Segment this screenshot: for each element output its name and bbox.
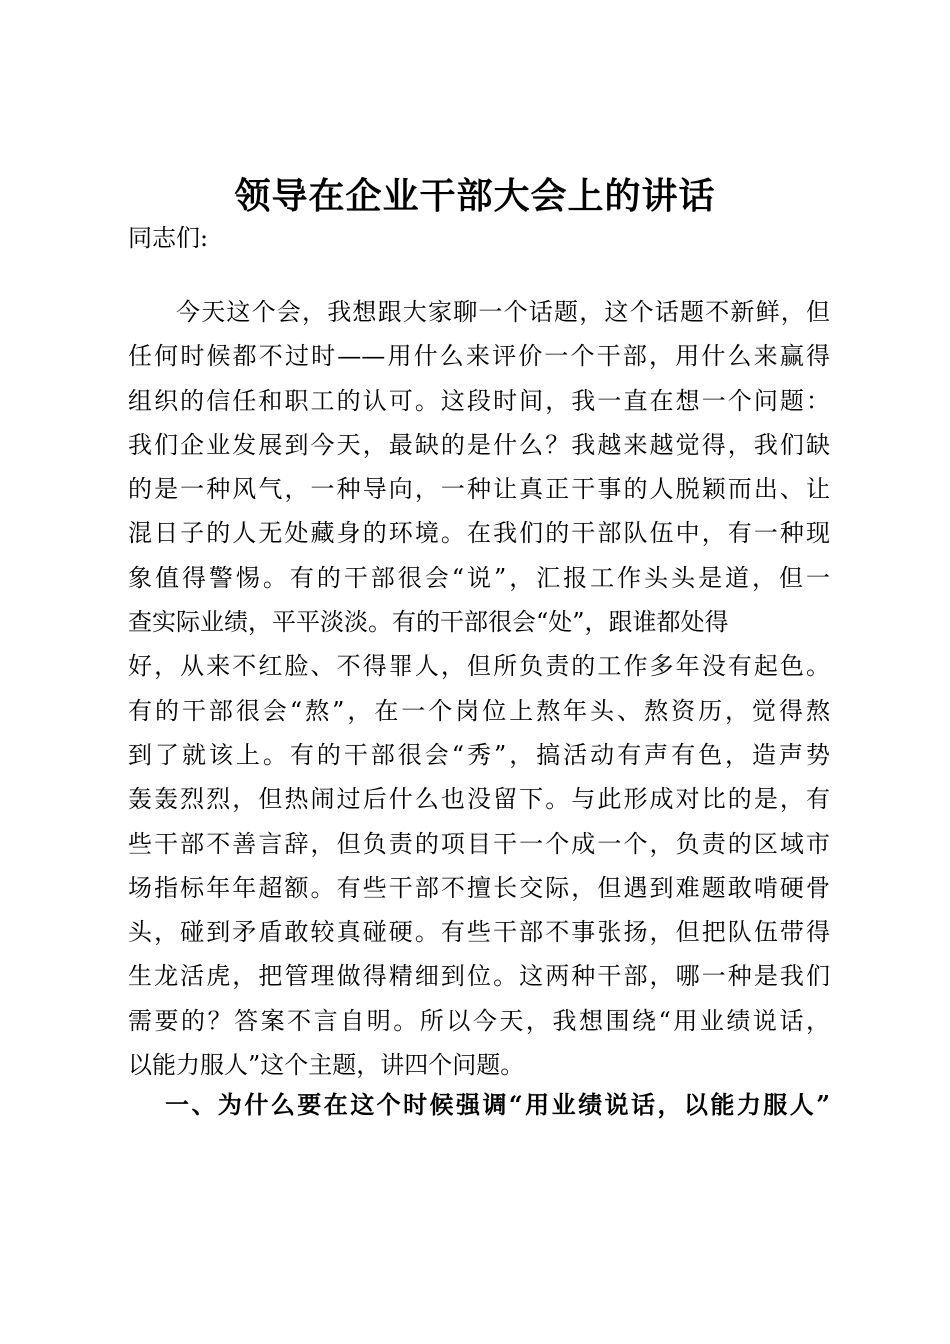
salutation: 同志们: <box>128 224 209 252</box>
paragraph-line: 任何时候都不过时——用什么来评价一个干部，用什么来赢得 <box>128 342 830 371</box>
paragraph-line: 查实际业绩，平平淡淡。有的干部很会“处”，跟谁都处得 <box>128 608 729 637</box>
document-title: 领导在企业干部大会上的讲话 <box>234 175 716 217</box>
paragraph-line: 轰轰烈烈，但热闹过后什么也没留下。与此形成对比的是，有 <box>128 785 830 814</box>
paragraph-line: 组织的信任和职工的认可。这段时间，我一直在想一个问题： <box>128 386 830 415</box>
paragraph-line: 象值得警惕。有的干部很会“说”，汇报工作头头是道，但一 <box>128 563 830 592</box>
paragraph-line: 有的干部很会“熬”，在一个岗位上熬年头、熬资历，觉得熬 <box>128 696 830 725</box>
section-heading: 一、为什么要在这个时候强调“用业绩说话，以能力服人” <box>165 1090 830 1119</box>
paragraph-line: 到了就该上。有的干部很会“秀”，搞活动有声有色，造声势 <box>128 740 830 769</box>
paragraph-line: 混日子的人无处藏身的环境。在我们的干部队伍中，有一种现 <box>128 519 830 548</box>
paragraph-line: 需要的？答案不言自明。所以今天，我想围绕“用业绩说话， <box>128 1006 830 1035</box>
paragraph-line: 头，碰到矛盾敢较真碰硬。有些干部不事张扬，但把队伍带得 <box>128 918 830 947</box>
paragraph-line: 些干部不善言辞，但负责的项目干一个成一个，负责的区域市 <box>128 829 830 858</box>
paragraph-line: 今天这个会，我想跟大家聊一个话题，这个话题不新鲜，但 <box>176 298 830 326</box>
paragraph-line: 生龙活虎，把管理做得精细到位。这两种干部，哪一种是我们 <box>128 962 830 991</box>
intro-paragraph <box>128 290 830 1087</box>
paragraph-line: 的是一种风气，一种导向，一种让真正干事的人脱颖而出、让 <box>128 475 830 504</box>
paragraph-line: 以能力服人”这个主题，讲四个问题。 <box>128 1051 525 1080</box>
paragraph-line: 好，从来不红脸、不得罪人，但所负责的工作多年没有起色。 <box>128 652 830 681</box>
paragraph-line: 场指标年年超额。有些干部不擅长交际，但遇到难题敢啃硬骨 <box>128 873 830 902</box>
paragraph-line: 我们企业发展到今天，最缺的是什么？我越来越觉得，我们缺 <box>128 430 830 459</box>
